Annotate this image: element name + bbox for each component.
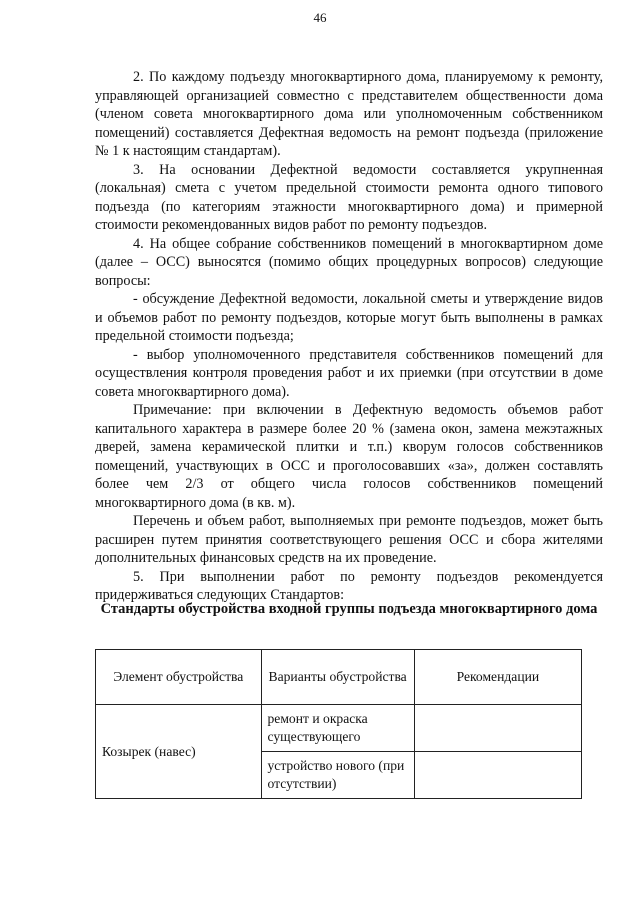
paragraph-2: 2. По каждому подъезду многоквартирного дома, планируемому к ремонту, управляющей организацией совместно с представителем общественности дома (членом совета многоквартирного дома или уполномоченным собственником помещений) составляется Дефектная ведомость на ремонт подъезда (приложение № 1 к настоящим стандартам). <box>95 69 603 159</box>
paragraph-5: 5. При выполнении работ по ремонту подъездов рекомендуется придерживаться следующих Стандартов: <box>95 568 603 603</box>
paragraph-scope: Перечень и объем работ, выполняемых при ремонте подъездов, может быть расширен путем принятия соответствующего решения ОСС и сбора жителями дополнительных финансовых средств на их проведение. <box>95 513 603 566</box>
page-number: 46 <box>313 10 327 25</box>
paragraph-3: 3. На основании Дефектной ведомости составляется укрупненная (локальная) смета с учетом предельной стоимости ремонта одного типового подъезда (по категориям этажности многоквартирного дома) и примерной стоимости рекомендованных видов работ по ремонту подъездов. <box>95 161 603 233</box>
element-cell: Козырек (навес) <box>96 705 262 799</box>
table-header-row <box>96 650 582 705</box>
option-cell: устройство нового (при отсутствии) <box>261 752 414 799</box>
recommendation-cell <box>414 752 581 799</box>
recommendation-cell <box>414 705 581 752</box>
note-paragraph: Примечание: при включении в Дефектную ведомость объемов работ капитального характера в размере более 20 % (замена окон, замена межэтажных дверей, замена керамической плитки и т.п.) кворум голосов собственников помещений, участвующих в ОСС и проголосовавших «за», должен составлять более чем 2/3 от общего числа голосов собственников помещений многоквартирного дома (в кв. м). <box>95 402 603 511</box>
standards-table <box>95 649 582 799</box>
header-recommendations: Рекомендации <box>414 650 581 705</box>
paragraph-4: 4. На общее собрание собственников помещений в многоквартирном доме (далее – ОСС) выносятся (помимо общих процедурных вопросов) следующие вопросы: <box>95 235 603 289</box>
list-item-representative: - выбор уполномоченного представителя собственников помещений для осуществления контроля проведения работ и их приемки (при отсутствии в доме совета многоквартирного дома). <box>95 346 603 400</box>
list-item-discussion: - обсуждение Дефектной ведомости, локальной сметы и утверждение видов и объемов работ по ремонту подъездов, которые могут быть выполнены в рамках предельной стоимости подъезда; <box>95 291 603 344</box>
section-title-block <box>95 600 603 619</box>
header-options: Варианты обустройства <box>261 650 414 705</box>
section-title: Стандарты обустройства входной группы подъезда многоквартирного дома <box>100 601 598 617</box>
header-element: Элемент обустройства <box>96 650 262 705</box>
option-cell: ремонт и окраска существующего <box>261 705 414 752</box>
table-row <box>96 705 582 752</box>
body-text <box>95 68 603 605</box>
